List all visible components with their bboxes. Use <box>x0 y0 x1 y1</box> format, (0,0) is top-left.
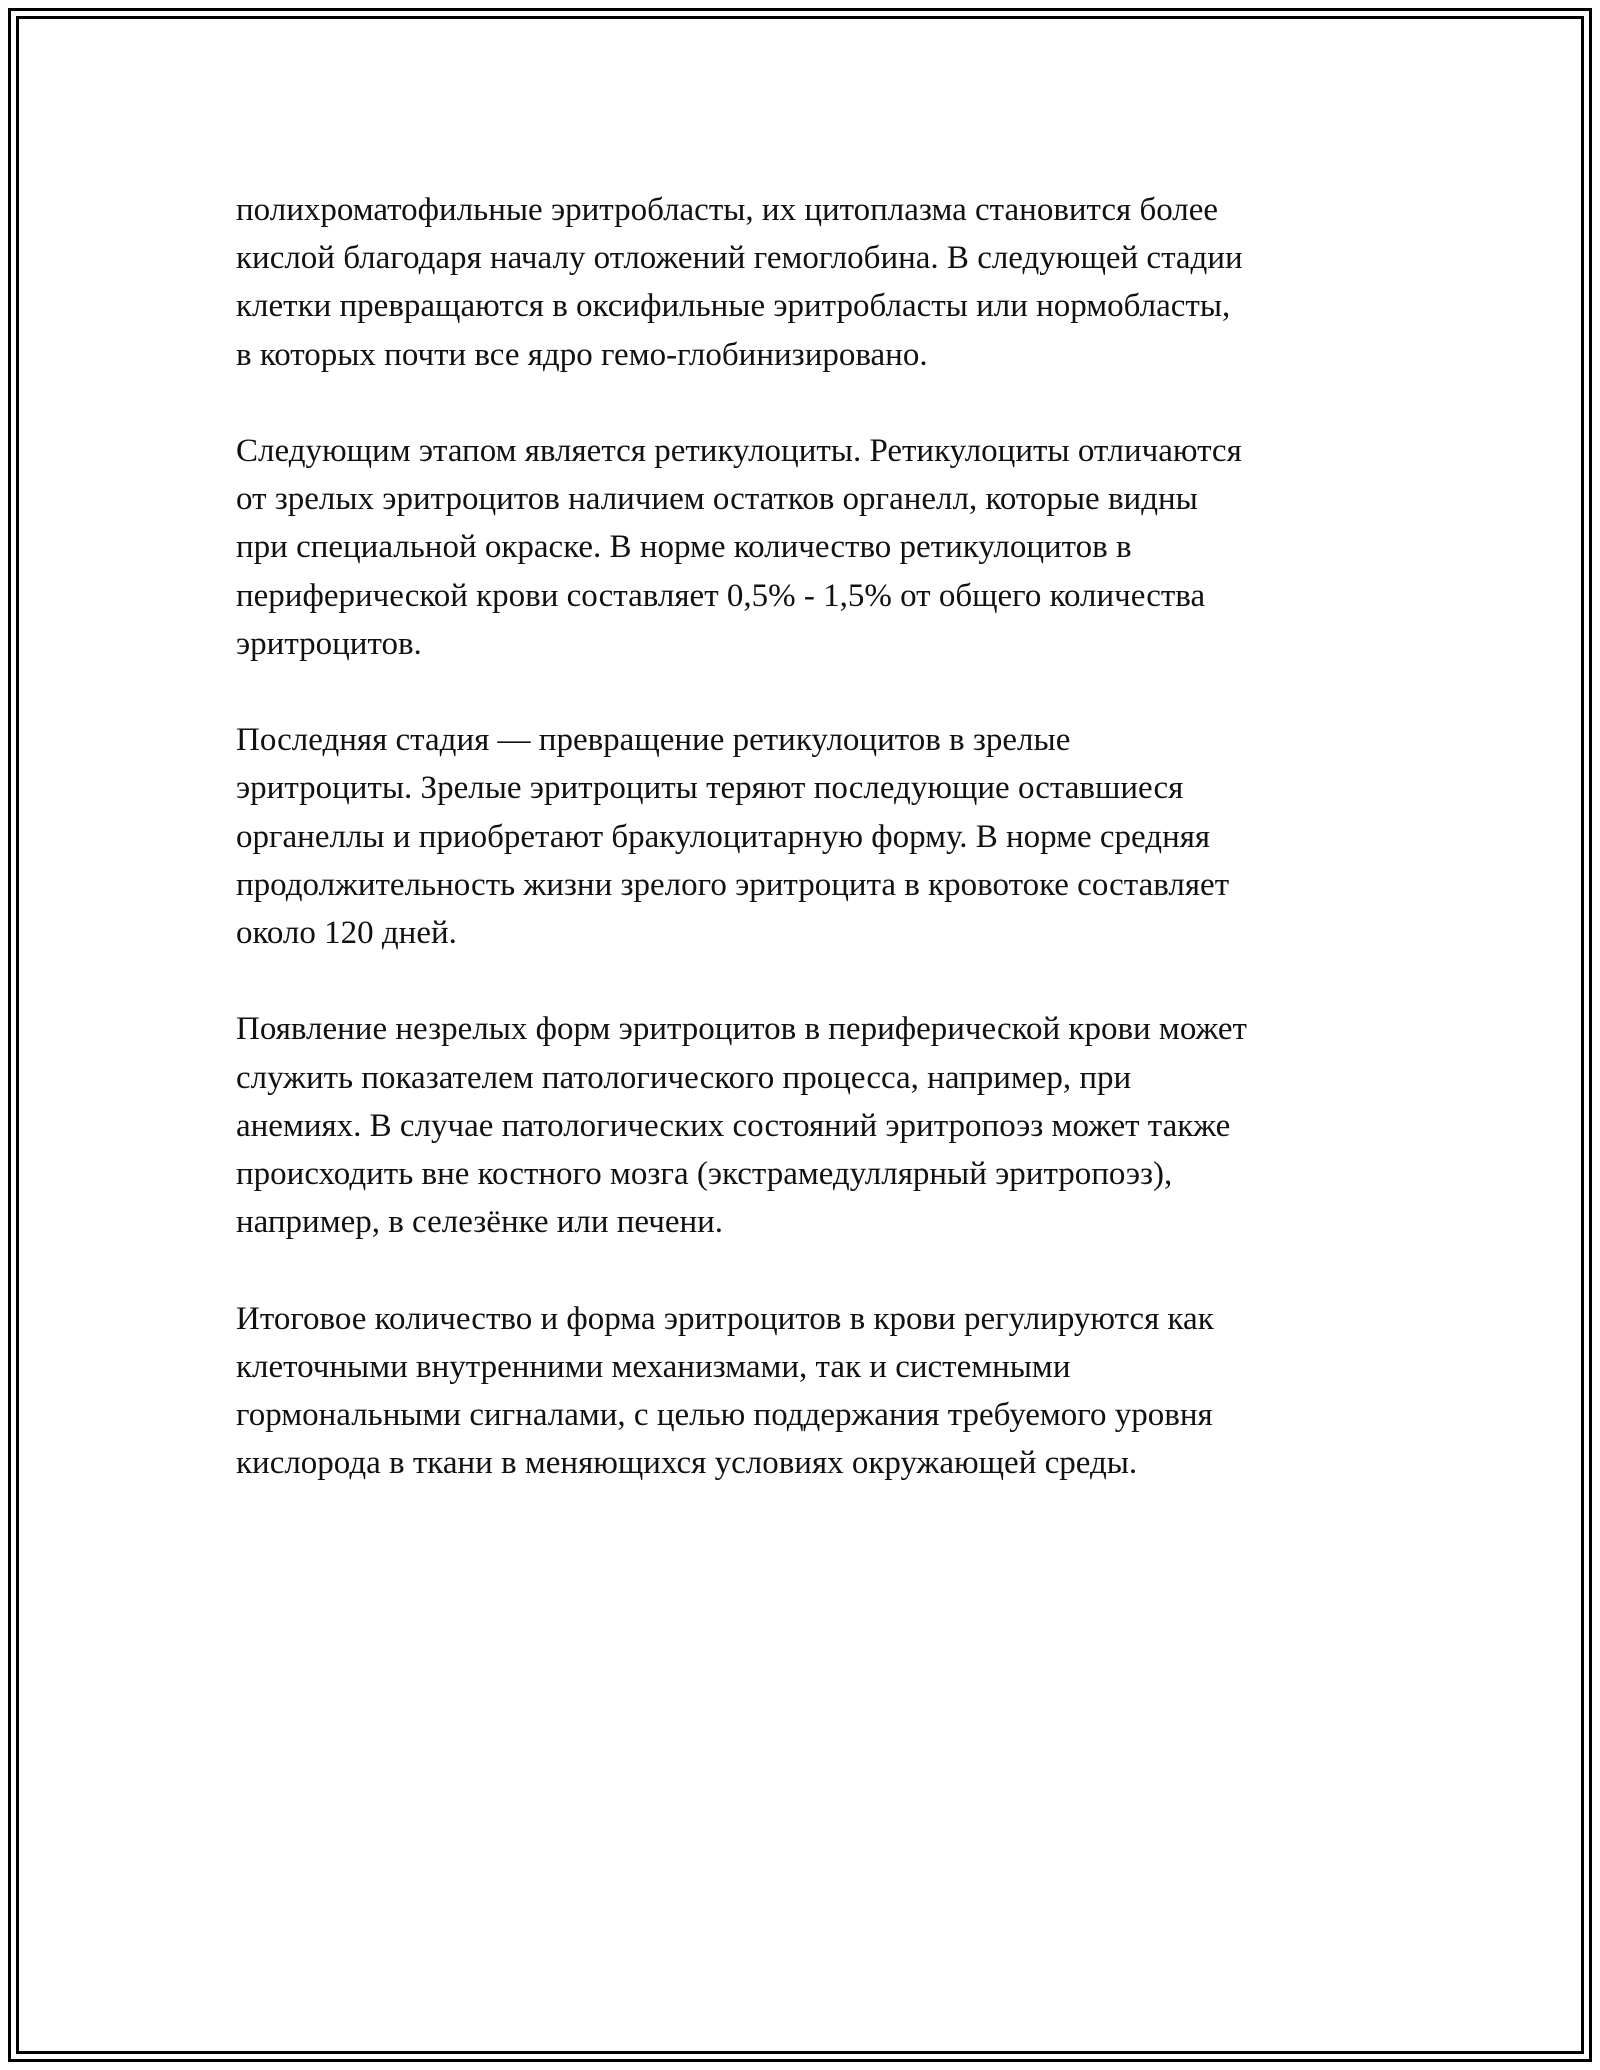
text-line: клеточными внутренними механизмами, так и системными <box>236 1348 1071 1385</box>
text-line: эритроциты. Зрелые эритроциты теряют последующие оставшиеся <box>236 770 1184 807</box>
paragraph-5 <box>236 1295 1386 1488</box>
text-line: Последняя стадия — превращение ретикулоцитов в зрелые <box>236 722 1071 759</box>
text-line: Появление незрелых форм эритроцитов в периферической крови может <box>236 1011 1247 1048</box>
text-line: кислорода в ткани в меняющихся условиях окружающей среды. <box>236 1445 1138 1482</box>
text-line: эритроцитов. <box>236 625 422 662</box>
text-line: клетки превращаются в оксифильные эритробласты или нормобласты, <box>236 288 1231 325</box>
text-line: органеллы и приобретают бракулоцитарную форму. В норме средняя <box>236 818 1211 855</box>
text-line: анемиях. В случае патологических состояний эритропоэз может также <box>236 1107 1231 1144</box>
paragraph-4 <box>236 1005 1386 1246</box>
paragraph-1 <box>236 186 1386 379</box>
text-line: гормональными сигналами, с целью поддержания требуемого уровня <box>236 1397 1213 1434</box>
text-line: например, в селезёнке или печени. <box>236 1204 724 1241</box>
text-line: при специальной окраске. В норме количество ретикулоцитов в <box>236 529 1132 566</box>
text-line: служить показателем патологического процесса, например, при <box>236 1059 1132 1096</box>
document-body <box>236 186 1386 1536</box>
text-line: в которых почти все ядро гемо-глобинизировано. <box>236 336 928 373</box>
text-line: кислой благодаря началу отложений гемоглобина. В следующей стадии <box>236 240 1243 277</box>
paragraph-2 <box>236 427 1386 668</box>
text-line: от зрелых эритроцитов наличием остатков органелл, которые видны <box>236 481 1198 518</box>
text-line: полихроматофильные эритробласты, их цитоплазма становится более <box>236 192 1219 228</box>
text-line: продолжительность жизни зрелого эритроцита в кровотоке составляет <box>236 866 1230 903</box>
text-line: около 120 дней. <box>236 915 457 952</box>
text-line: Следующим этапом является ретикулоциты. Ретикулоциты отличаются <box>236 433 1242 469</box>
text-line: периферической крови составляет 0,5% - 1,5% от общего количества <box>236 577 1206 614</box>
text-line: происходить вне костного мозга (экстрамедуллярный эритропоэз), <box>236 1156 1173 1193</box>
text-line: Итоговое количество и форма эритроцитов в крови регулируются как <box>236 1300 1214 1337</box>
paragraph-3 <box>236 716 1386 957</box>
